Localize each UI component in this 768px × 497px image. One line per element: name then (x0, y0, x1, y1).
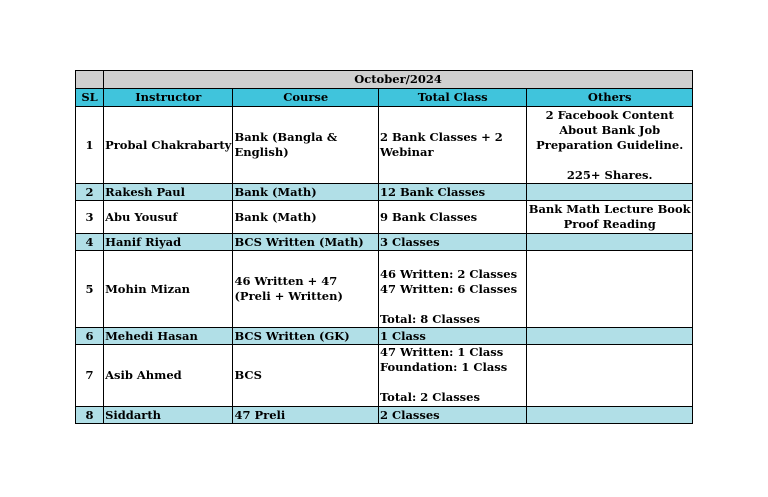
total-class-cell: 3 Classes (378, 234, 526, 251)
header-row (76, 89, 693, 107)
instructor-cell: Hanif Riyad (104, 234, 233, 251)
instructor-cell: Asib Ahmed (104, 345, 233, 407)
others-cell (527, 234, 693, 251)
others-cell (527, 345, 693, 407)
total-line: Total: 8 Classes (379, 312, 480, 326)
table-row (76, 201, 693, 234)
others-cell (527, 107, 693, 184)
instructor-cell: Mehedi Hasan (104, 328, 233, 345)
instructor-cell: Rakesh Paul (104, 184, 233, 201)
total-class-cell: 2 Bank Classes + 2 Webinar (378, 107, 526, 184)
others-line: 225+ Shares. (566, 167, 653, 182)
total-class-cell: 2 Classes (378, 407, 526, 424)
title-row (76, 71, 693, 89)
others-cell (527, 328, 693, 345)
table-row (76, 107, 693, 184)
course-cell: Bank (Math) (233, 201, 378, 234)
sl-cell: 1 (76, 107, 104, 184)
instructor-cell: Siddarth (104, 407, 233, 424)
total-class-cell: 1 Class (378, 328, 526, 345)
total-line: 47 Written: 1 Class (379, 345, 504, 359)
header-total-class: Total Class (378, 89, 526, 107)
table-row (76, 251, 693, 328)
total-class-cell: 9 Bank Classes (378, 201, 526, 234)
others-cell (527, 251, 693, 328)
sl-cell: 6 (76, 328, 104, 345)
others-cell (527, 184, 693, 201)
course-cell: BCS (233, 345, 378, 407)
course-cell: 47 Preli (233, 407, 378, 424)
title-corner-cell (76, 71, 104, 89)
total-line: 47 Written: 6 Classes (379, 282, 518, 296)
others-cell: Bank Math Lecture Book Proof Reading (527, 201, 693, 234)
header-others: Others (527, 89, 693, 107)
sl-cell: 5 (76, 251, 104, 328)
instructor-cell: Probal Chakrabarty (104, 107, 233, 184)
course-cell: 46 Written + 47 (Preli + Written) (233, 251, 378, 328)
sl-cell: 4 (76, 234, 104, 251)
course-cell: BCS Written (GK) (233, 328, 378, 345)
header-sl: SL (76, 89, 104, 107)
total-line: Foundation: 1 Class (379, 360, 508, 374)
sl-cell: 2 (76, 184, 104, 201)
sl-cell: 7 (76, 345, 104, 407)
others-line: 2 Facebook Content About Bank Job Preparation Guideline. (536, 107, 684, 152)
table-row (76, 407, 693, 424)
total-line: 46 Written: 2 Classes (379, 267, 518, 281)
header-instructor: Instructor (104, 89, 233, 107)
instructor-cell: Mohin Mizan (104, 251, 233, 328)
table-row (76, 184, 693, 201)
table-row (76, 345, 693, 407)
total-class-cell (378, 251, 526, 328)
report-title: October/2024 (104, 71, 693, 89)
instructor-cell: Abu Yousuf (104, 201, 233, 234)
header-course: Course (233, 89, 378, 107)
total-line: Total: 2 Classes (379, 390, 480, 404)
total-class-cell (378, 345, 526, 407)
table-row (76, 234, 693, 251)
course-cell: Bank (Bangla & English) (233, 107, 378, 184)
sl-cell: 8 (76, 407, 104, 424)
total-class-cell: 12 Bank Classes (378, 184, 526, 201)
instructor-report-table (75, 70, 693, 424)
course-cell: Bank (Math) (233, 184, 378, 201)
table-row (76, 328, 693, 345)
course-cell: BCS Written (Math) (233, 234, 378, 251)
others-cell (527, 407, 693, 424)
sl-cell: 3 (76, 201, 104, 234)
